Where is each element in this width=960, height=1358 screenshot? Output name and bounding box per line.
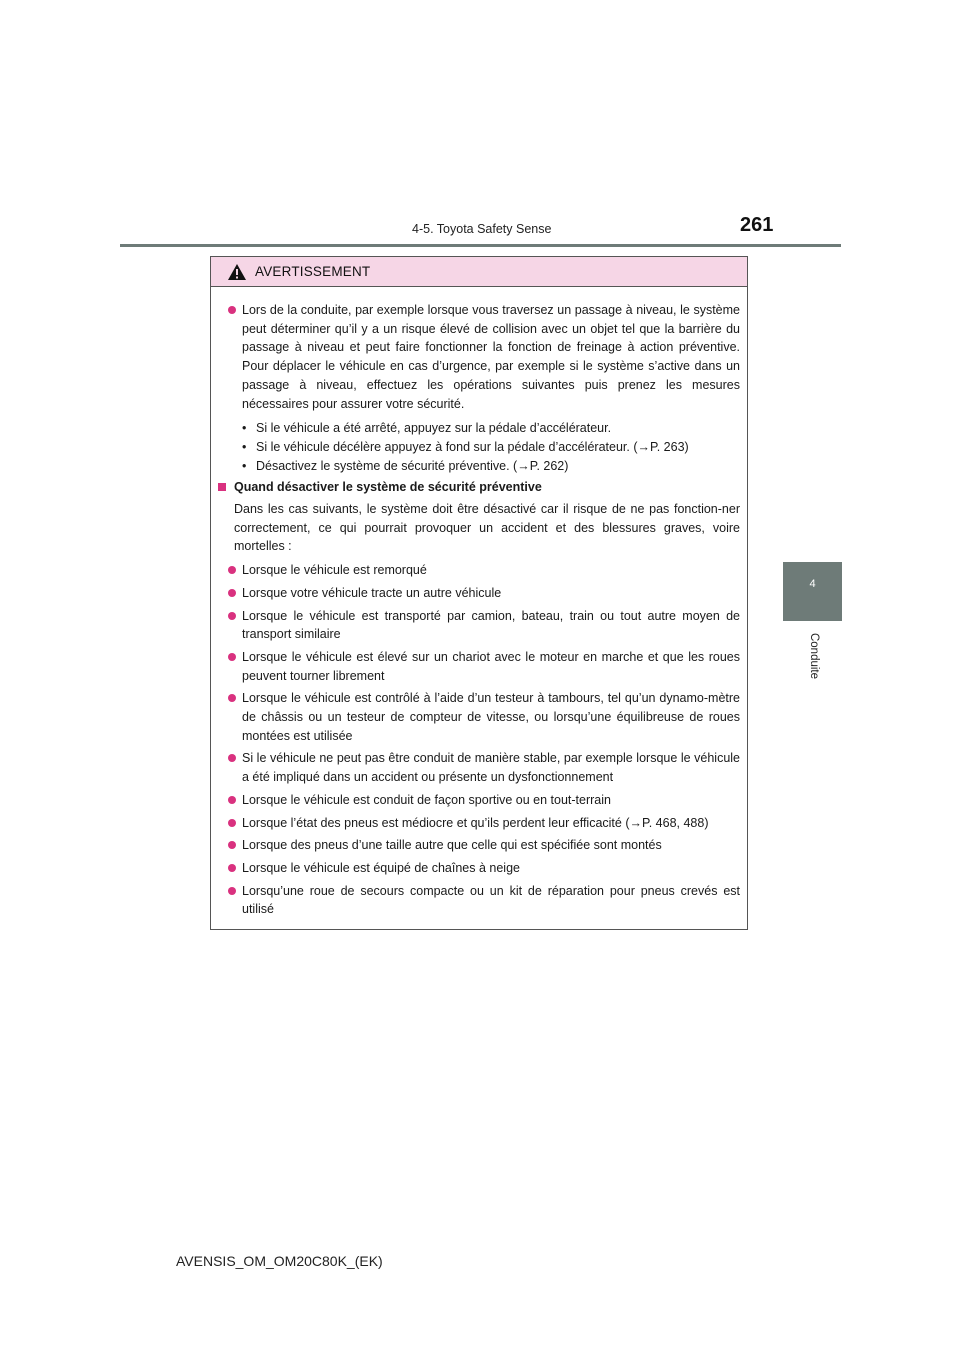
warning-item-text: Lors de la conduite, par exemple lorsque vous traversez un passage à niveau, le système peut déterminer qu’il y a un risque élevé de collision avec un objet tel que la barrière du passage à niveau et peut faire fonctionner la fonction de freinage à action préventive. Pour déplacer le véhicule en cas d’urgence, par exemple si le système s’active dans un passage à niveau, effectuez les opérations suivantes puis prenez les mesures nécessaires pour assurer votre sécurité.	[242, 303, 740, 411]
condition-item	[218, 859, 740, 878]
page-number: 261	[740, 214, 774, 236]
bullet-dot-icon	[228, 864, 236, 872]
condition-text: Lorsque votre véhicule tracte un autre véhicule	[242, 585, 502, 600]
bullet-dot-icon	[228, 796, 236, 804]
bullet-dot-icon	[228, 694, 236, 702]
condition-text: Lorsque le véhicule est élevé sur un chariot avec le moteur en marche et que les roues peuvent tourner librement	[242, 649, 740, 683]
condition-text: Lorsque le véhicule est équipé de chaînes à neige	[242, 860, 520, 875]
warning-box	[210, 256, 748, 930]
document-code: AVENSIS_OM_OM20C80K_(EK)	[176, 1253, 383, 1269]
square-bullet-icon	[218, 483, 226, 491]
condition-text: Lorsque l’état des pneus est médiocre et qu’ils perdent leur efficacité (→P. 468, 488)	[242, 815, 709, 830]
condition-item	[218, 584, 740, 603]
condition-item	[218, 607, 740, 644]
sub-list	[218, 419, 740, 475]
bullet-dot-icon	[228, 612, 236, 620]
condition-text: Lorsque des pneus d’une taille autre que celle qui est spécifiée sont montés	[242, 838, 662, 853]
warning-item	[218, 301, 740, 413]
bullet-dot-icon	[228, 566, 236, 574]
bullet-dot-icon	[228, 653, 236, 661]
bullet-dot-icon	[228, 819, 236, 827]
condition-item	[218, 561, 740, 580]
condition-item	[218, 882, 740, 919]
sub-item-text: Si le véhicule a été arrêté, appuyez sur la pédale d’accélérateur.	[256, 421, 612, 436]
header-rule	[120, 244, 841, 247]
warning-header	[211, 257, 747, 287]
condition-text: Si le véhicule ne peut pas être conduit de manière stable, par exemple lorsque le véhicule a été impliqué dans un accident ou présente un dysfonctionnement	[242, 751, 740, 785]
condition-text: Lorsque le véhicule est remorqué	[242, 563, 427, 578]
bullet-icon: •	[242, 458, 247, 473]
section-heading-text: Quand désactiver le système de sécurité préventive	[234, 480, 542, 495]
warning-title: AVERTISSEMENT	[255, 264, 371, 279]
section-title: 4-5. Toyota Safety Sense	[412, 222, 552, 236]
warning-triangle-icon	[227, 263, 247, 281]
condition-item	[218, 791, 740, 810]
condition-text: Lorsqu’une roue de secours compacte ou un kit de réparation pour pneus crevés est utilisé	[242, 883, 740, 917]
chapter-label: Conduite	[808, 632, 820, 680]
bullet-dot-icon	[228, 754, 236, 762]
warning-body	[218, 301, 740, 923]
section-intro: Dans les cas suivants, le système doit être désactivé car il risque de ne pas fonction-ner correctement, ce qui pourrait provoquer un accident et des blessures graves, voire mortelles :	[234, 502, 740, 554]
bullet-dot-icon	[228, 887, 236, 895]
chapter-number: 4	[809, 578, 816, 590]
sub-item	[242, 438, 740, 457]
condition-text: Lorsque le véhicule est contrôlé à l’aide d’un testeur à tambours, tel qu’un dynamo-mètre de châssis ou un testeur de compteur de vitesse, ou lorsqu’une équilibreuse de roues montées est utilisée	[242, 691, 740, 743]
sub-item-text: Si le véhicule décélère appuyez à fond sur la pédale d’accélérateur. (→P. 263)	[256, 439, 689, 454]
bullet-dot-icon	[228, 841, 236, 849]
condition-item	[218, 836, 740, 855]
condition-item	[218, 648, 740, 685]
chapter-tab[interactable]	[783, 562, 842, 621]
bullet-dot-icon	[228, 306, 236, 314]
sub-item	[242, 419, 740, 438]
sub-item-text: Désactivez le système de sécurité préventive. (→P. 262)	[256, 458, 569, 473]
condition-text: Lorsque le véhicule est transporté par camion, bateau, train ou tout autre moyen de transport similaire	[242, 608, 740, 642]
condition-item	[218, 689, 740, 745]
condition-item	[218, 814, 740, 833]
condition-item	[218, 749, 740, 786]
bullet-icon: •	[242, 421, 247, 436]
sub-item	[242, 457, 740, 476]
bullet-dot-icon	[228, 589, 236, 597]
section-heading	[218, 478, 740, 497]
condition-text: Lorsque le véhicule est conduit de façon sportive ou en tout-terrain	[242, 792, 611, 807]
bullet-icon: •	[242, 439, 247, 454]
